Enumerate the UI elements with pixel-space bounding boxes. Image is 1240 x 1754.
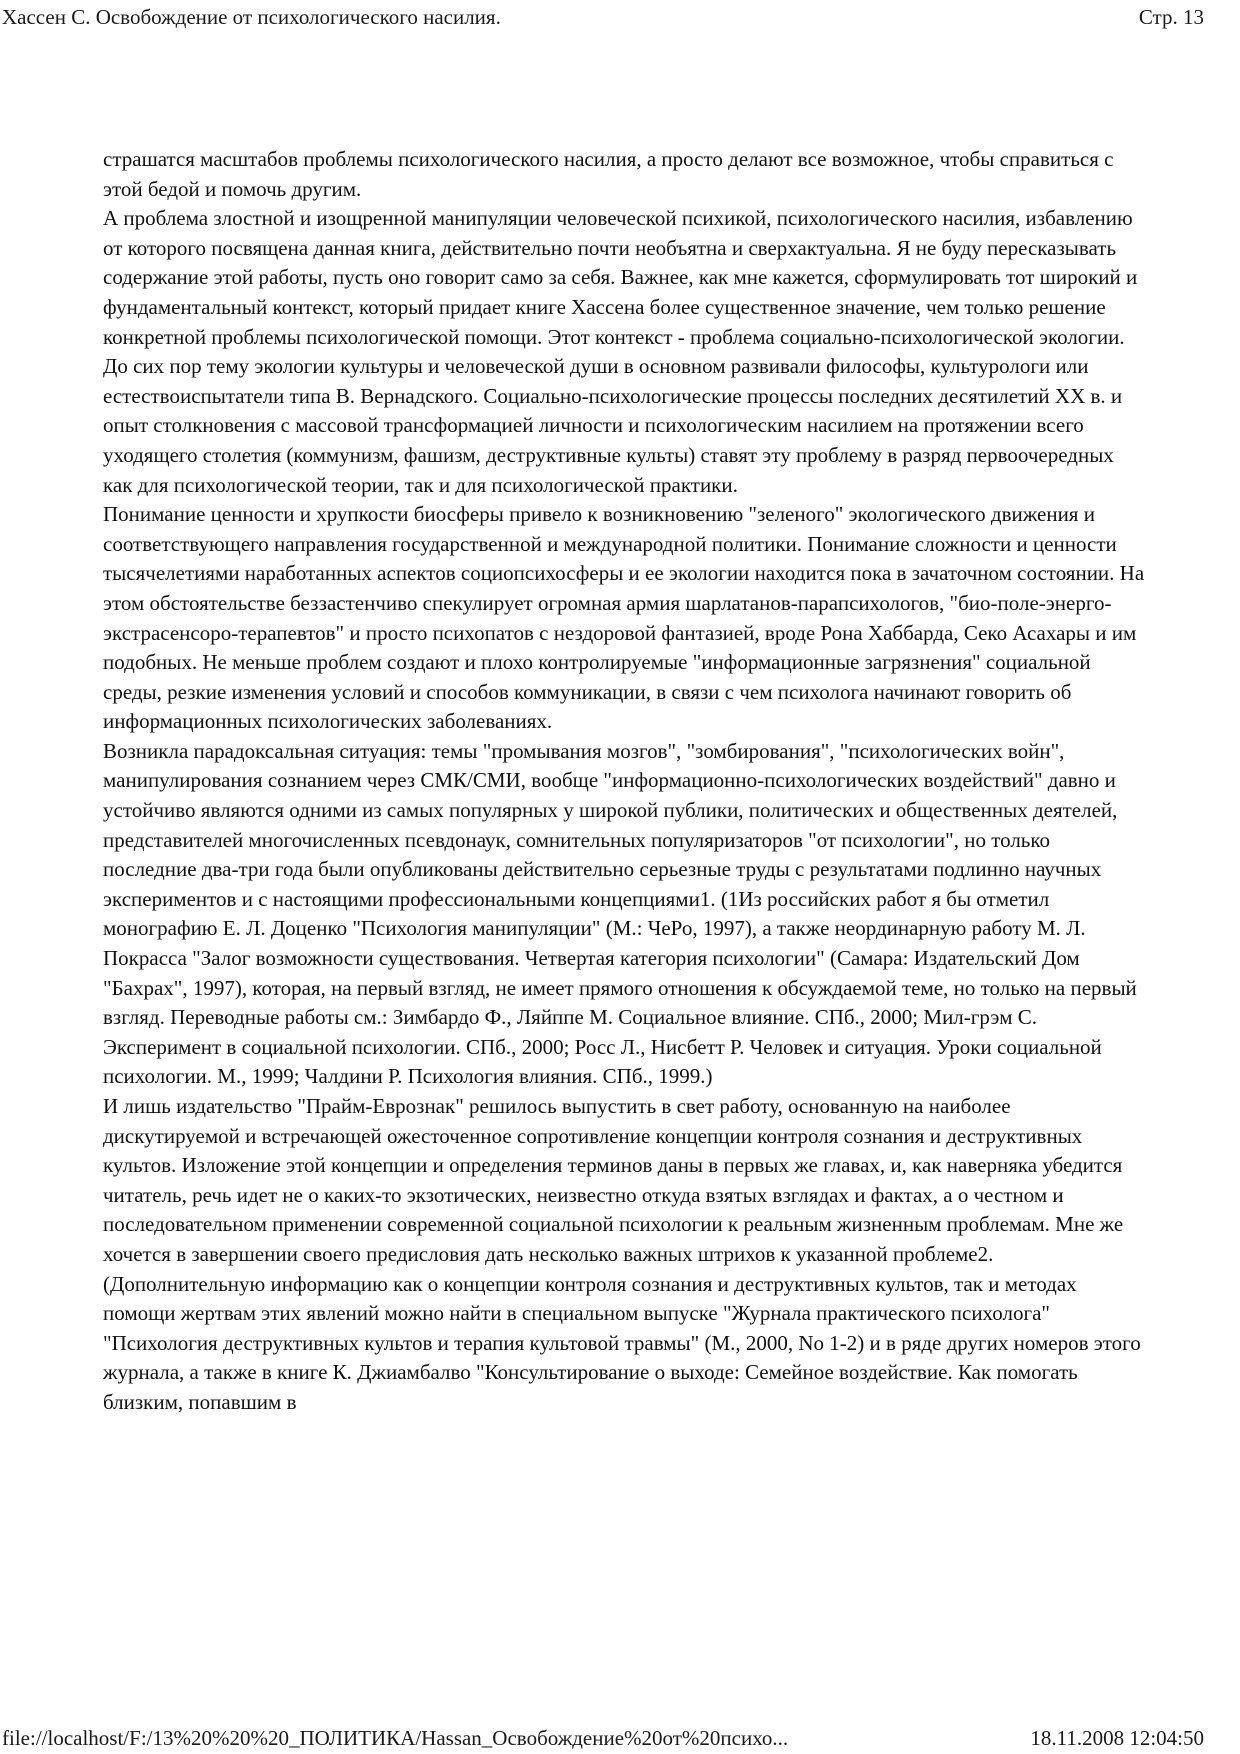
page-footer [2,1724,1204,1752]
paragraph: Возникла парадоксальная ситуация: темы "промывания мозгов", "зомбирования", "психологических войн", манипулирования сознанием через СМК/СМИ, вообще "информационно-психологических воздействий" давно и устойчиво являются одними из самых популярных у широкой публики, политических и общественных деятелей, представителей многочисленных псевдонаук, сомнительных популяризаторов "от психологии", но только последние два-три года были опубликованы действительно серьезные труды с результатами подлинно научных экспериментов и с настоящими профессиональными концепциями1. (1Из российских работ я бы отметил монографию Е. Л. Доценко "Психология манипуляции" (М.: ЧеРо, 1997), а также неординарную работу М. Л. Покрасса "Залог возможности существования. Четвертая категория психологии" (Самара: Издательский Дом "Бахрах", 1997), которая, на первый взгляд, не имеет прямого отношения к обсуждаемой теме, но только на первый взгляд. Переводные работы см.: Зимбардо Ф., Ляйппе М. Социальное влияние. СПб., 2000; Мил-грэм С. Эксперимент в социальной психологии. СПб., 2000; Росс Л., Нисбетт Р. Человек и ситуация. Уроки социальной психологии. М., 1999; Чалдини Р. Психология влияния. СПб., 1999.) [103,738,1137,1089]
paragraph: И лишь издательство "Прайм-Еврознак" решилось выпустить в свет работу, основанную на наиболее дискутируемой и встречающей ожесточенное сопротивление концепции контроля сознания и деструктивных культов. Изложение этой концепции и определения терминов даны в первых же главах, и, как наверняка убедится читатель, речь идет не о каких-то экзотических, неизвестно откуда взятых взглядах и фактах, а о честном и последовательном применении современной социальной психологии к реальным жизненным проблемам. Мне же хочется в завершении своего предисловия дать несколько важных штрихов к указанной проблеме2. (Дополнительную информацию как о концепции контроля сознания и деструктивных культов, так и методах помощи жертвам этих явлений можно найти в специальном выпуске "Журнала практического психолога" "Психология деструктивных культов и терапия культовой травмы" (М., 2000, No 1-2) и в ряде других номеров этого журнала, а также в книге К. Джиамбалво "Консультирование о выходе: Семейное воздействие. Как помогать близким, попавшим в [103,1094,1141,1414]
paragraph: А проблема злостной и изощренной манипуляции человеческой психикой, психологического насилия, избавлению от которого посвящена данная книга, действительно почти необъятна и сверхактуальна. Я не буду пересказывать содержание этой работы, пусть оно говорит само за себя. Важнее, как мне кажется, сформулировать тот широкий и фундаментальный контекст, который придает книге Хассена более существенное значение, чем только решение конкретной проблемы психологической помощи. Этот контекст - проблема социально-психологической экологии. [103,206,1138,349]
paragraph: Понимание ценности и хрупкости биосферы привело к возникновению "зеленого" экологического движения и соответствующего направления государственной и международной политики. Понимание сложности и ценности тысячелетиями наработанных аспектов социопсихосферы и ее экологии находится пока в зачаточном состоянии. На этом обстоятельстве беззастенчиво спекулирует огромная армия шарлатанов-парапсихологов, "био-поле-энерго-экстрасенсоро-терапевтов" и просто психопатов с нездоровой фантазией, вроде Рона Хаббарда, Секо Асахары и им подобных. Не меньше проблем создают и плохо контролируемые "информационные загрязнения" социальной среды, резкие изменения условий и способов коммуникации, в связи с чем психолога начинают говорить об информационных психологических заболеваниях. [103,502,1145,734]
source-url: file://localhost/F:/13%20%20%20_ПОЛИТИКА/Hassan_Освобождение%20от%20психо... [2,1726,789,1750]
document-title: Хассен С. Освобождение от психологического насилия. [2,5,501,29]
page-header [2,2,1204,32]
print-datetime: 18.11.2008 12:04:50 [1030,1726,1204,1750]
page-number: Стр. 13 [1138,5,1204,29]
paragraph: страшатся масштабов проблемы психологического насилия, а просто делают все возможное, чтобы справиться с этой бедой и помочь другим. [103,147,1114,201]
paragraph: До сих пор тему экологии культуры и человеческой души в основном развивали философы, культурологи или естествоиспытатели типа В. Вернадского. Социально-психологические процессы последних десятилетий XX в. и опыт столкновения с массовой трансформацией личности и психологическим насилием на протяжении всего уходящего столетия (коммунизм, фашизм, деструктивные культы) ставят эту проблему в разряд первоочередных как для психологической теории, так и для психологической практики. [103,354,1123,497]
document-body [103,145,1148,1418]
